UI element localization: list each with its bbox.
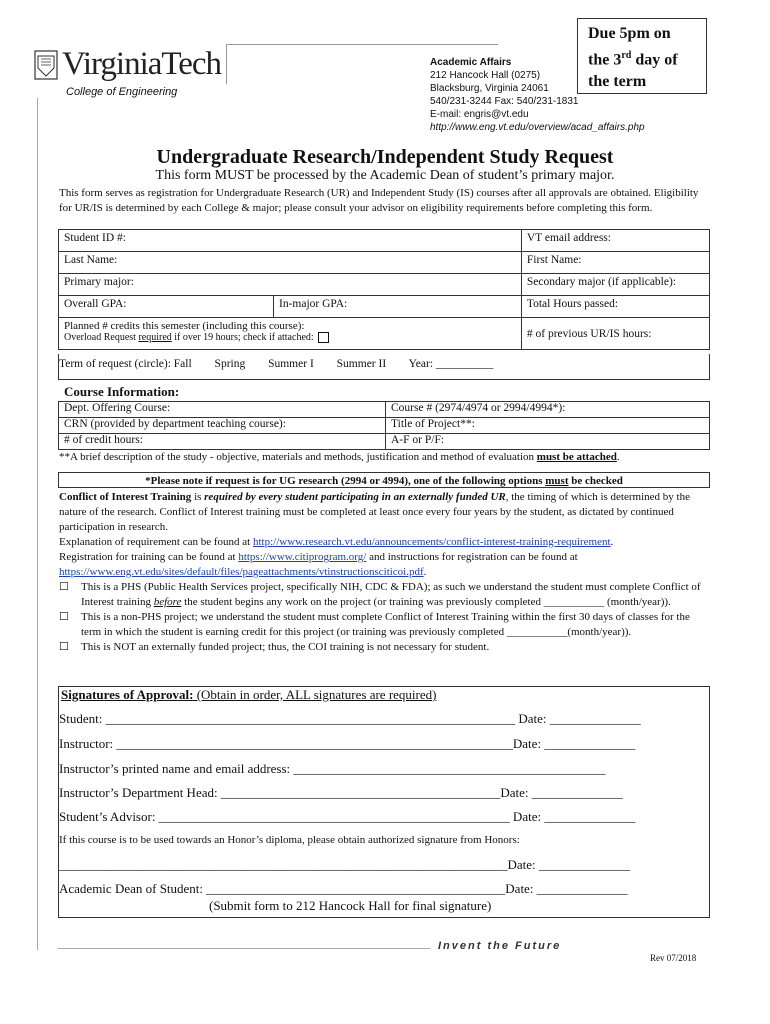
term-year[interactable]: Year: __________: [408, 358, 494, 370]
frame-line-bottom: [58, 948, 430, 949]
instructor-printed-name-line[interactable]: Instructor’s printed name and email address: ________________________________________________: [59, 761, 606, 776]
instructor-signature-line[interactable]: Instructor: _____________________________________________________________Date: ______________: [59, 736, 636, 751]
due-line-1: Due 5pm on: [588, 25, 671, 42]
coi-explanation: Explanation of requirement can be found at http://www.research.vt.edu/announcements/conflict-interest-training-requirement.: [59, 536, 614, 548]
secondary-major-field[interactable]: Secondary major (if applicable):: [521, 274, 709, 296]
opt1-before: before: [153, 596, 182, 608]
frame-line-left: [37, 98, 38, 950]
honors-signature-line[interactable]: _____________________________________________________________________Date: ______________: [59, 857, 630, 872]
coi-is: is: [191, 491, 205, 503]
office-url: http://www.eng.vt.edu/overview/acad_affairs.php: [430, 122, 645, 133]
term-label-fall[interactable]: Term of request (circle): Fall: [59, 358, 192, 370]
citi-program-link[interactable]: https://www.citiprogram.org/: [238, 551, 367, 563]
non-phs-checkbox-icon[interactable]: ☐: [59, 611, 69, 623]
phs-checkbox-icon[interactable]: ☐: [59, 581, 69, 593]
coi-option-non-phs: [59, 610, 709, 640]
coi-explanation-text: Explanation of requirement can be found at: [59, 536, 253, 548]
header-divider-vertical: [226, 44, 227, 84]
coi-section: [59, 490, 709, 655]
coi-option-not-funded: [59, 640, 709, 655]
coi-registration-text: Registration for training can be found at: [59, 551, 239, 563]
student-signature-line[interactable]: Student: _______________________________________________________________ Date: ______________: [59, 711, 641, 726]
virginia-tech-seal-icon: [34, 50, 58, 80]
inmajor-gpa-field[interactable]: In-major GPA:: [274, 296, 522, 318]
student-id-field[interactable]: Student ID #:: [59, 230, 522, 252]
form-subtitle: This form MUST be processed by the Academic Dean of student’s primary major.: [155, 168, 615, 183]
note-text-b: be checked: [568, 475, 623, 487]
ug-research-note: [58, 472, 710, 488]
course-info-table: [58, 401, 710, 450]
primary-major-field[interactable]: Primary major:: [59, 274, 522, 296]
overall-gpa-field[interactable]: Overall GPA:: [59, 296, 274, 318]
previous-hours-field[interactable]: # of previous UR/IS hours:: [521, 318, 709, 350]
signatures-box: [58, 686, 710, 918]
course-info-title: Course Information:: [64, 384, 180, 399]
due-line-2b: day of: [631, 51, 678, 69]
tagline: Invent the Future: [438, 940, 562, 952]
honors-note: If this course is to be used towards an Honor’s diploma, please obtain authorized signature from Honors:: [59, 834, 520, 846]
overload-text-b: if over 19 hours; check if attached:: [171, 332, 314, 343]
desc-must-attached: must be attached: [536, 451, 617, 463]
opt1-text-a: This is a PHS (Public Health Services project, specifically NIH, CDC & FDA); as such we understand the student must complete Conflict of Interest training: [81, 581, 701, 608]
form-title: Undergraduate Research/Independent Study Request: [156, 146, 614, 168]
dean-signature-line[interactable]: Academic Dean of Student: ______________________________________________Date: ______________: [59, 881, 628, 896]
opt3-text: This is NOT an externally funded project; thus, the COI training is not necessary for student.: [81, 641, 490, 653]
credit-hours-field[interactable]: # of credit hours:: [59, 434, 386, 450]
description-note: [59, 451, 620, 463]
header-divider: [226, 44, 498, 45]
vt-email-field[interactable]: VT email address:: [521, 230, 709, 252]
course-number-field[interactable]: Course # (2974/4974 or 2994/4994*):: [386, 402, 710, 418]
office-email: E-mail: engris@vt.edu: [430, 109, 529, 120]
advisor-signature-line[interactable]: Student’s Advisor: ______________________________________________________ Date: ______________: [59, 809, 636, 824]
coi-explanation-link[interactable]: http://www.research.vt.edu/announcements/conflict-interest-training-requirement: [252, 536, 611, 548]
grading-field[interactable]: A-F or P/F:: [386, 434, 710, 450]
planned-credits-label: Planned # credits this semester (including this course):: [64, 320, 305, 332]
signatures-title: Signatures of Approval:: [61, 687, 194, 702]
coi-lead: Conflict of Interest Training: [59, 491, 192, 503]
due-superscript: rd: [621, 50, 632, 61]
note-must: must: [545, 475, 569, 487]
desc-note-end: .: [616, 451, 620, 463]
overload-request: [64, 332, 516, 343]
crn-field[interactable]: CRN (provided by department teaching course):: [59, 418, 386, 434]
signatures-heading: [61, 687, 436, 703]
coi-rest: , the timing of which is determined by the nature of the research. Conflict of Interest training must be completed at least once every four years by the student, as dictated by continued participation in research.: [59, 491, 690, 533]
virginia-tech-logo: VirginiaTech: [62, 46, 222, 82]
desc-note-text: **A brief description of the study - objective, materials and methods, justification and method of evaluation: [59, 451, 537, 463]
planned-credits-field[interactable]: [59, 318, 522, 350]
intro-paragraph: This form serves as registration for Undergraduate Research (UR) and Independent Study (IS) courses after all approvals are obtained. Eligibility for UR/IS is determined by each College & major; please consult your advisor on eligibility requirements before completing this form.: [59, 187, 699, 214]
opt2-text: This is a non-PHS project; we understand the student must complete Conflict of Interest Training within the first 30 days of classes for the term in which the student is earning credit for this project (or training was previously completed ___________(month/year)).: [81, 611, 690, 638]
overload-text-a: Overload Request: [64, 332, 139, 343]
coi-instructions-text: and instructions for registration can be found at: [366, 551, 578, 563]
office-name: Academic Affairs: [430, 57, 512, 68]
last-name-field[interactable]: Last Name:: [59, 252, 522, 274]
due-line-2a: the 3: [588, 51, 622, 69]
due-line-2: [588, 45, 696, 71]
college-name: College of Engineering: [66, 86, 178, 98]
office-phone: 540/231-3244 Fax: 540/231-1831: [430, 96, 579, 107]
submit-instruction: (Submit form to 212 Hancock Hall for final signature): [209, 898, 492, 913]
coi-registration: Registration for training can be found at https://www.citiprogram.org/ and instructions for registration can be found at https://www.eng.vt.edu/sites/default/files/pageattachments/vtinstructionsciticoi.pdf.: [59, 551, 578, 578]
overload-required: required: [138, 332, 172, 343]
coi-option-phs: [59, 580, 709, 610]
total-hours-field[interactable]: Total Hours passed:: [521, 296, 709, 318]
opt1-text-b: the student begins any work on the project (or training was previously completed ___________ (month/year)).: [181, 596, 671, 608]
overload-checkbox[interactable]: [318, 332, 329, 343]
office-address-2: Blacksburg, Virginia 24061: [430, 83, 549, 94]
due-line-3: the term: [588, 73, 647, 91]
student-info-table: [58, 229, 710, 350]
first-name-field[interactable]: First Name:: [521, 252, 709, 274]
dept-head-signature-line[interactable]: Instructor’s Department Head: ___________________________________________Date: ______________: [59, 785, 623, 800]
term-summer-2[interactable]: Summer II: [336, 358, 387, 370]
term-spring[interactable]: Spring: [214, 358, 246, 370]
office-address-1: 212 Hancock Hall (0275): [430, 70, 541, 81]
note-text-a: *Please note if request is for UG research (2994 or 4994), one of the following options: [145, 475, 546, 487]
dept-field[interactable]: Dept. Offering Course:: [59, 402, 386, 418]
due-date-box: [577, 18, 707, 94]
revision-date: Rev 07/2018: [650, 953, 697, 963]
signatures-title-note: (Obtain in order, ALL signatures are required): [193, 687, 437, 702]
term-summer-1[interactable]: Summer I: [268, 358, 314, 370]
citi-instructions-link[interactable]: https://www.eng.vt.edu/sites/default/files/pageattachments/vtinstructionsciticoi.pdf: [59, 566, 424, 578]
not-funded-checkbox-icon[interactable]: ☐: [59, 641, 69, 653]
project-title-field[interactable]: Title of Project**:: [386, 418, 710, 434]
term-row-border: [58, 354, 710, 380]
coi-paragraph: [59, 490, 709, 535]
coi-required: required by every student participating in an externally funded UR: [204, 491, 506, 503]
